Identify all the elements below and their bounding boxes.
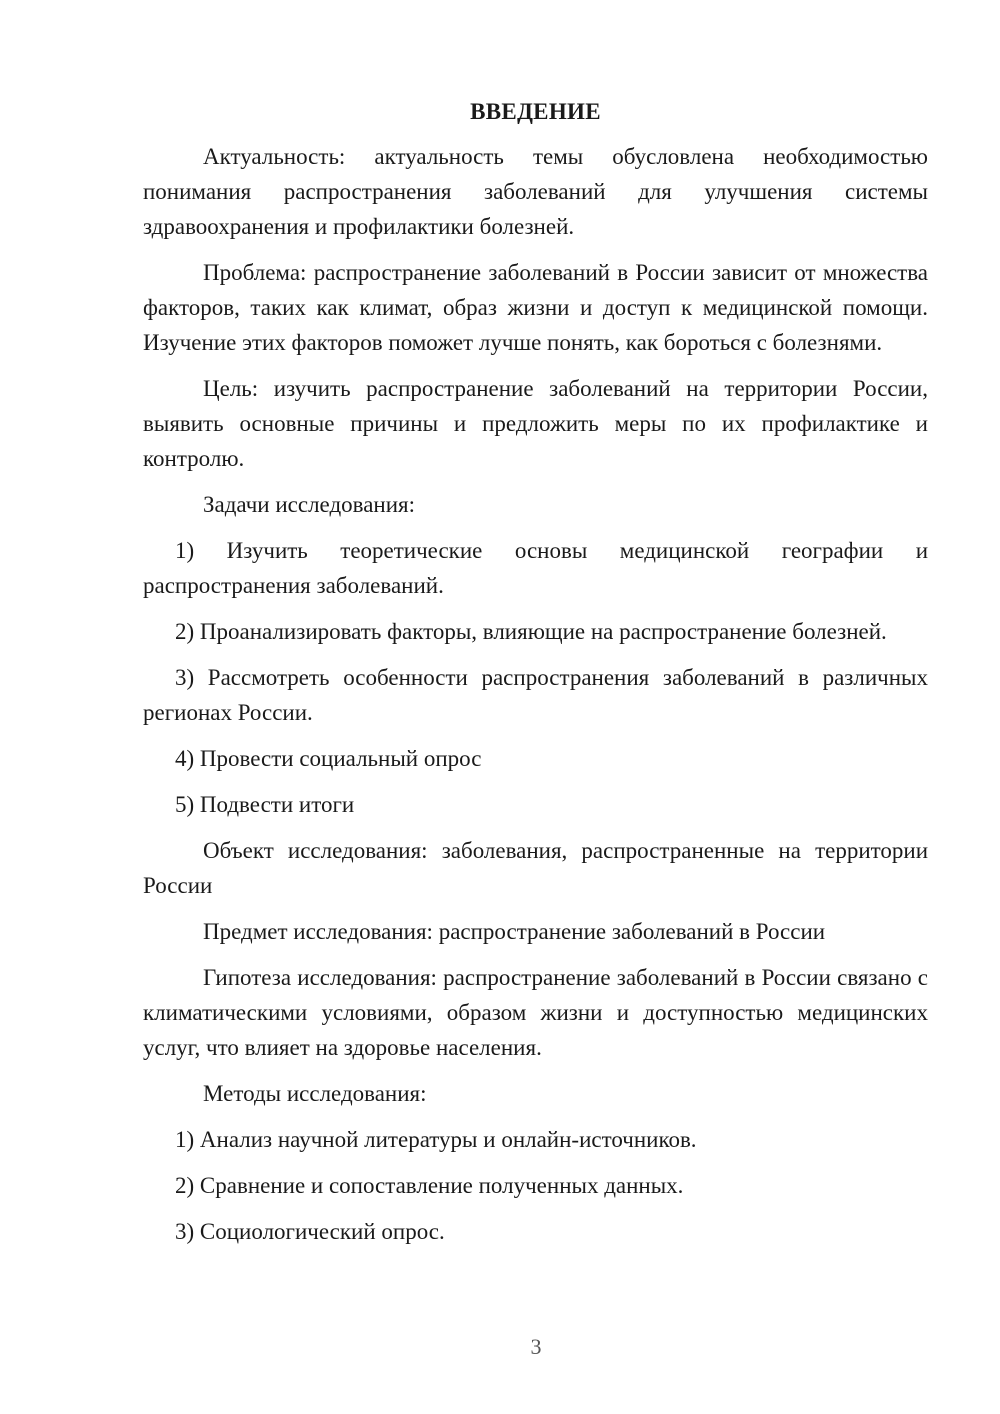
paragraph-subject: Предмет исследования: распространение заболеваний в России [203,919,826,944]
list-item: 4) Провести социальный опрос [175,746,482,771]
list-item: 1) Анализ научной литературы и онлайн-источников. [175,1127,697,1152]
page-number: 3 [530,1334,542,1359]
paragraph-methods-heading: Методы исследования: [203,1081,427,1106]
list-item: 5) Подвести итоги [175,792,355,817]
paragraph-hypothesis: Гипотеза исследования: распространение заболеваний в России связано с климатическими условиями, образом жизни и доступностью медицинских услуг, что влияет на здоровье населения. [143,965,928,1060]
paragraph-object: Объект исследования: заболевания, распространенные на территории России [143,838,928,898]
list-item: 2) Проанализировать факторы, влияющие на распространение болезней. [175,619,887,644]
list-item: 3) Социологический опрос. [175,1219,445,1244]
paragraph-problem: Проблема: распространение заболеваний в России зависит от множества факторов, таких как климат, образ жизни и доступ к медицинской помощи. Изучение этих факторов поможет лучше понять, как бороться с болезнями. [143,260,928,355]
list-item: 3) Рассмотреть особенности распространения заболеваний в различных регионах России. [143,665,928,725]
document-body [143,94,928,1260]
paragraph-relevance: Актуальность: актуальность темы обусловлена необходимостью понимания распространения заболеваний для улучшения системы здравоохранения и профилактики болезней. [143,144,928,239]
paragraph-tasks-heading: Задачи исследования: [203,492,416,517]
paragraph-goal: Цель: изучить распространение заболеваний на территории России, выявить основные причины и предложить меры по их профилактике и контролю. [143,376,928,471]
list-item: 1) Изучить теоретические основы медицинской географии и распространения заболеваний. [143,538,928,598]
page-title: ВВЕДЕНИЕ [470,99,601,124]
list-item: 2) Сравнение и сопоставление полученных данных. [175,1173,684,1198]
